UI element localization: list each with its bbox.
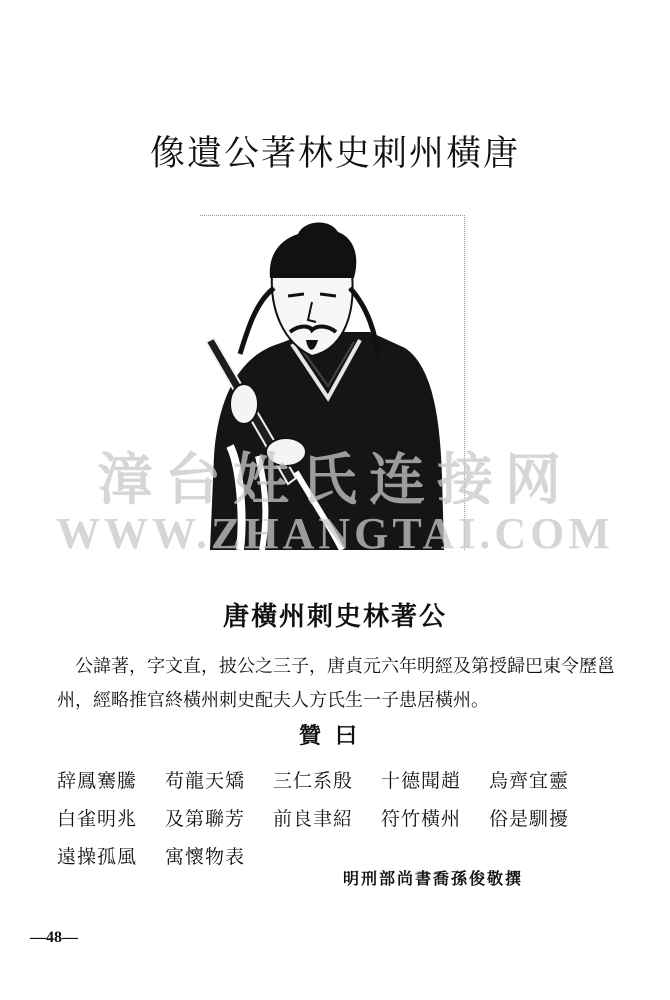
verse-phrase: 及第聯芳 (165, 807, 246, 830)
bio-paragraph: 公諱著，字文直，披公之三子，唐貞元六年明經及第授歸巴東令歷邕州，經略推官終橫州刺史配夫人方氏生一子患居橫州。 (57, 656, 615, 711)
page-title: 像遺公著林史刺州橫唐 (149, 134, 520, 174)
verse-phrase: 十德聞趙 (381, 769, 462, 792)
verse-phrase: 寓懷物表 (165, 845, 246, 868)
verse-phrase: 白雀明兆 (57, 807, 138, 830)
verse-phrase: 辞鳳騫騰 (57, 769, 138, 792)
bio-heading: 唐橫州刺史林著公 (222, 602, 447, 632)
portrait-illustration (200, 216, 464, 550)
verse-phrase: 前良聿紹 (273, 807, 354, 830)
verse-phrase: 俗是馴擾 (489, 807, 570, 830)
verse-phrase: 三仁系殷 (273, 769, 354, 792)
verse-phrase: 苟龍天矯 (165, 769, 246, 792)
verse-phrase: 烏齊宜靈 (489, 769, 570, 792)
verse-phrase: 符竹橫州 (381, 807, 462, 830)
praise-verses (57, 760, 597, 874)
watermark-chinese: 漳台姓氏连接网 (97, 448, 573, 513)
page-number: —48— (30, 929, 78, 946)
portrait-frame (200, 215, 465, 550)
watermark-english: WWW.ZHANGTAI.COM (56, 509, 614, 558)
verse-row (57, 798, 597, 836)
verse-phrase: 遠操孤風 (57, 845, 138, 868)
author-attribution: 明刑部尚書喬孫俊敬撰 (343, 869, 524, 888)
verse-row (57, 760, 597, 798)
praise-heading: 贊曰 (298, 724, 371, 749)
